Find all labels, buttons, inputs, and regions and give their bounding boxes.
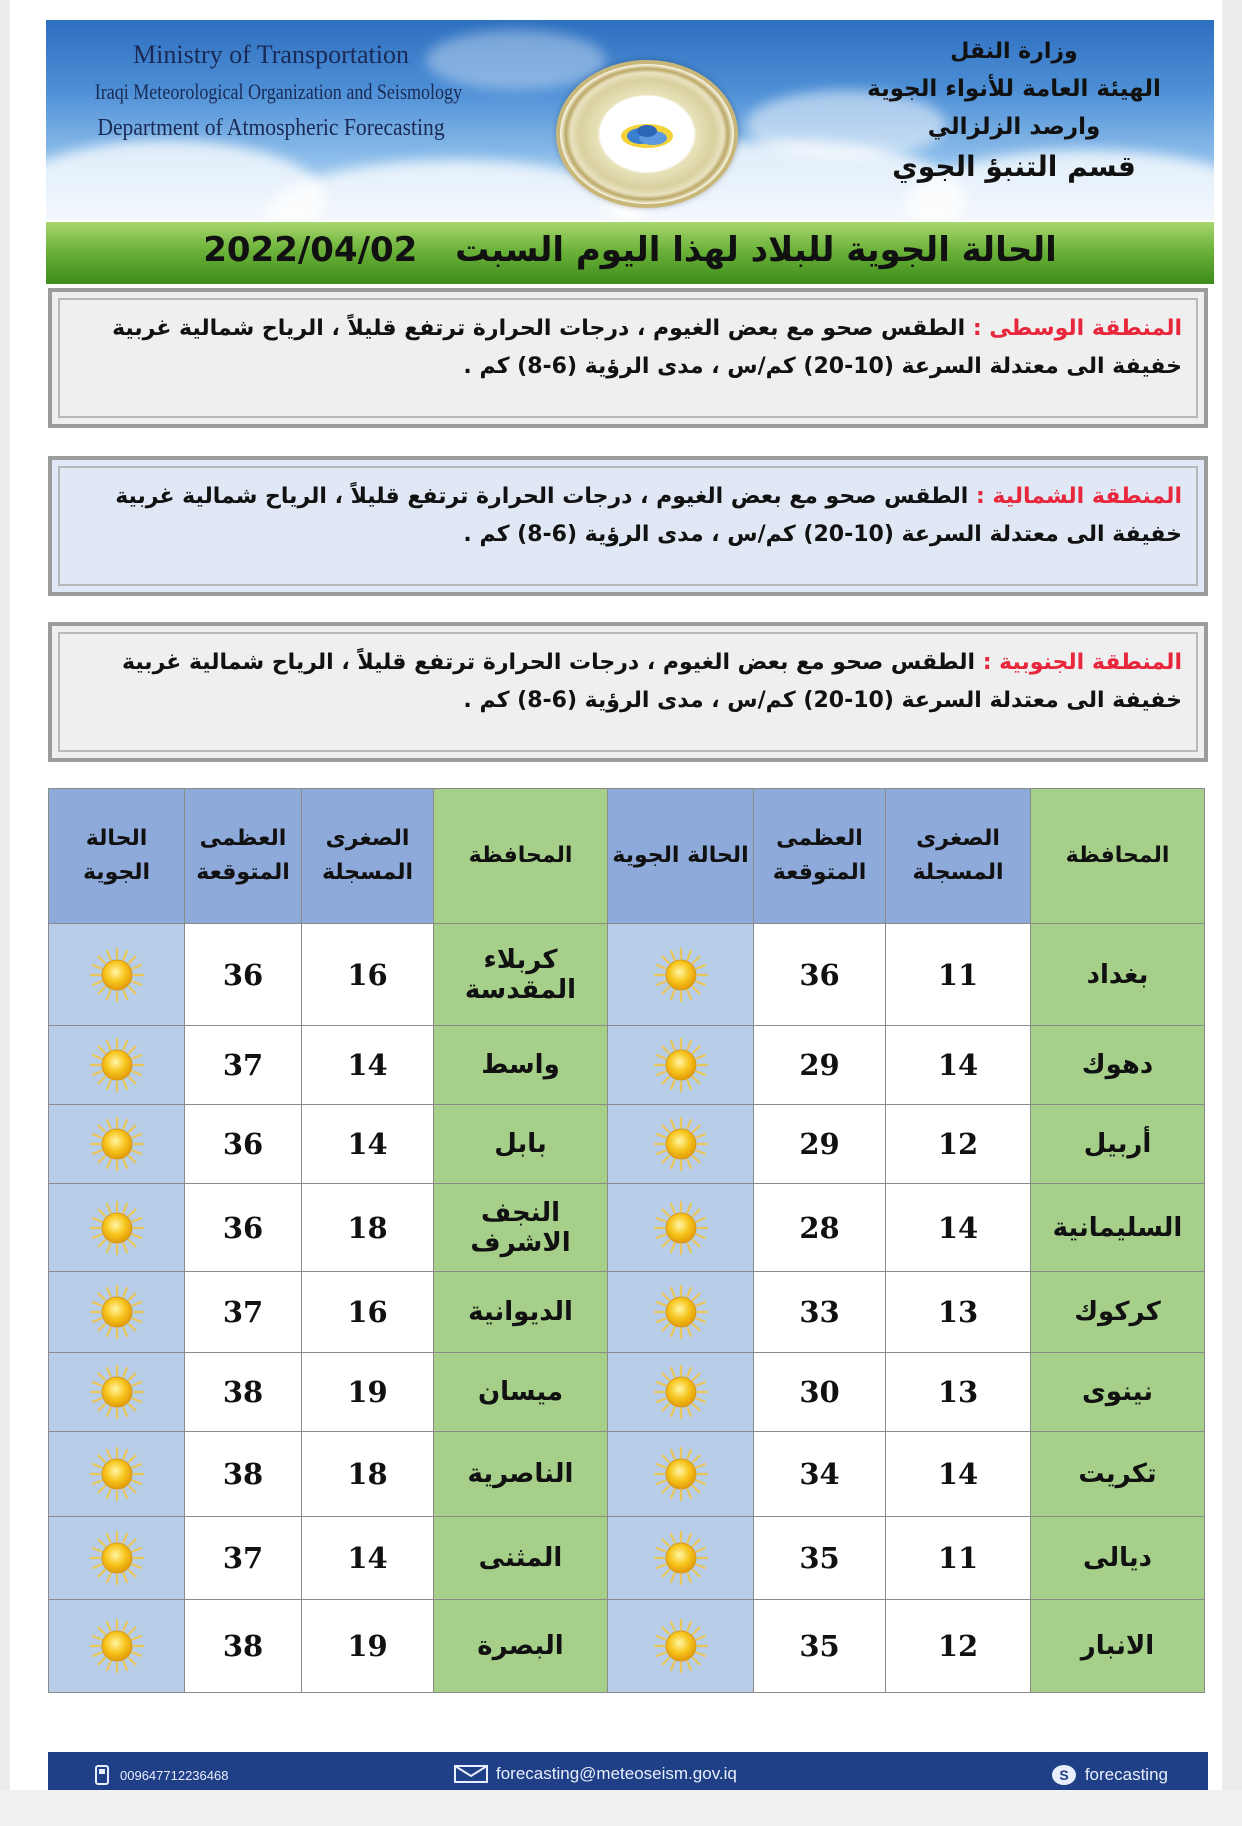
province-cell: كركوك [1031,1272,1205,1353]
province-cell: بغداد [1031,924,1205,1026]
sun-icon [89,1284,145,1340]
organization-name-ar: الهيئة العامة للأنواء الجوية وارصد الزلزالي [867,76,1161,140]
weather-cell [608,1184,754,1272]
header-english-block [56,36,486,147]
province-cell: ديالى [1031,1517,1205,1600]
table-row [49,924,1205,1026]
table-row [49,1105,1205,1184]
table-row [49,1600,1205,1693]
weather-cell [608,1353,754,1432]
max-temp-cell: 37 [185,1272,302,1353]
page-edge-left [0,0,10,1826]
province-cell: المثنى [434,1517,608,1600]
province-cell: الديوانية [434,1272,608,1353]
min-temp-cell: 16 [302,924,434,1026]
min-temp-cell: 12 [886,1600,1031,1693]
organization-name-en: Iraqi Meteorological Organization and Seismology [94,79,463,104]
table-row [49,1353,1205,1432]
ministry-name-en: Ministry of Transportation [133,40,409,69]
max-temp-cell: 35 [754,1517,886,1600]
province-cell: تكريت [1031,1432,1205,1517]
sun-icon [653,1364,709,1420]
sun-icon [653,1618,709,1674]
weather-cell [608,1026,754,1105]
province-cell: بابل [434,1105,608,1184]
footer-phone [92,1764,228,1786]
min-temp-cell: 14 [886,1432,1031,1517]
sun-icon [89,1446,145,1502]
page-title [46,230,1214,270]
header-banner [46,20,1214,220]
temperature-table [48,788,1205,1693]
page-bottom-strip [0,1790,1242,1826]
region-south-name: المنطقة الجنوبية : [982,650,1182,675]
header-weather-2: الحالة الجوية [49,789,185,924]
min-temp-cell: 19 [302,1600,434,1693]
header-province-2: المحافظة [434,789,608,924]
header-min-2: الصغرى المسجلة [302,789,434,924]
sun-icon [653,1116,709,1172]
weather-cell [49,1184,185,1272]
weather-cell [608,1600,754,1693]
min-temp-cell: 11 [886,1517,1031,1600]
province-cell: السليمانية [1031,1184,1205,1272]
table-row [49,1272,1205,1353]
region-south-box [48,622,1208,762]
footer-bar [48,1752,1208,1790]
region-south-text: الطقس صحو مع بعض الغيوم ، درجات الحرارة ترتفع قليلاً ، الرياح شمالية غربية خفيفة الى معتدلة السرعة (10-20) كم/س ، مدى الرؤية (6-8) كم . [121,650,1182,713]
region-north-box [48,456,1208,596]
title-date: 2022/04/02 [203,230,418,270]
sun-icon [89,1200,145,1256]
table-row [49,1432,1205,1517]
sun-icon [89,1618,145,1674]
sun-icon [89,1116,145,1172]
min-temp-cell: 13 [886,1353,1031,1432]
max-temp-cell: 29 [754,1026,886,1105]
max-temp-cell: 28 [754,1184,886,1272]
skype-icon [1051,1764,1077,1786]
page-edge-right [1222,0,1242,1826]
province-cell: نينوى [1031,1353,1205,1432]
footer-email-text[interactable]: forecasting@meteoseism.gov.iq [496,1764,737,1783]
max-temp-cell: 38 [185,1353,302,1432]
weather-cell [608,1272,754,1353]
weather-cell [608,1517,754,1600]
province-cell: الانبار [1031,1600,1205,1693]
weather-cell [608,1432,754,1517]
department-name-ar: قسم التنبؤ الجوي [892,150,1136,183]
max-temp-cell: 36 [185,1105,302,1184]
province-cell: البصرة [434,1600,608,1693]
province-cell: أربيل [1031,1105,1205,1184]
min-temp-cell: 13 [886,1272,1031,1353]
weather-cell [49,1272,185,1353]
province-cell: كربلاء المقدسة [434,924,608,1026]
max-temp-cell: 29 [754,1105,886,1184]
sun-icon [89,1530,145,1586]
svg-text:S: S [1059,1767,1069,1783]
header-max-1: العظمى المتوقعة [754,789,886,924]
max-temp-cell: 36 [754,924,886,1026]
min-temp-cell: 11 [886,924,1031,1026]
weather-cell [49,1353,185,1432]
max-temp-cell: 37 [185,1517,302,1600]
weather-cell [49,924,185,1026]
weather-cell [49,1105,185,1184]
ministry-name-ar: وزارة النقل [950,39,1078,64]
max-temp-cell: 35 [754,1600,886,1693]
sun-icon [653,1446,709,1502]
weather-cell [49,1600,185,1693]
region-central-box [48,288,1208,428]
max-temp-cell: 36 [185,924,302,1026]
title-bar [46,222,1214,284]
weather-cell [608,1105,754,1184]
header-max-2: العظمى المتوقعة [185,789,302,924]
weather-cell [49,1432,185,1517]
organization-logo [556,60,738,208]
sun-icon [89,947,145,1003]
region-central-name: المنطقة الوسطى : [972,316,1182,341]
max-temp-cell: 30 [754,1353,886,1432]
min-temp-cell: 18 [302,1432,434,1517]
max-temp-cell: 34 [754,1432,886,1517]
region-north-name: المنطقة الشمالية : [975,484,1182,509]
province-cell: النجف الاشرف [434,1184,608,1272]
min-temp-cell: 19 [302,1353,434,1432]
footer-skype[interactable] [1051,1764,1168,1786]
footer-skype-text[interactable]: forecasting [1084,1765,1168,1784]
weather-cell [608,924,754,1026]
header-arabic-block [834,34,1194,188]
table-row [49,1026,1205,1105]
province-cell: دهوك [1031,1026,1205,1105]
header-min-1: الصغرى المسجلة [886,789,1031,924]
footer-phone-text: 009647712236468 [120,1767,229,1783]
max-temp-cell: 38 [185,1432,302,1517]
header-province-1: المحافظة [1031,789,1205,924]
sun-icon [653,1530,709,1586]
table-header-row [49,789,1205,924]
weather-cell [49,1026,185,1105]
phone-icon [92,1764,112,1786]
table-row [49,1517,1205,1600]
region-north-text: الطقس صحو مع بعض الغيوم ، درجات الحرارة ترتفع قليلاً ، الرياح شمالية غربية خفيفة الى معتدلة السرعة (10-20) كم/س ، مدى الرؤية (6-8) كم . [115,484,1182,547]
logo-cloud-icon [619,119,675,149]
min-temp-cell: 12 [886,1105,1031,1184]
table-row [49,1184,1205,1272]
max-temp-cell: 36 [185,1184,302,1272]
sun-icon [653,1037,709,1093]
province-cell: الناصرية [434,1432,608,1517]
max-temp-cell: 38 [185,1600,302,1693]
min-temp-cell: 18 [302,1184,434,1272]
sun-icon [653,1200,709,1256]
province-cell: واسط [434,1026,608,1105]
department-name-en: Department of Atmospheric Forecasting [97,115,445,141]
title-label: الحالة الجوية للبلاد لهذا اليوم السبت [455,230,1057,270]
sun-icon [89,1037,145,1093]
min-temp-cell: 14 [302,1026,434,1105]
min-temp-cell: 14 [886,1026,1031,1105]
footer-email[interactable] [454,1764,737,1784]
region-central-text: الطقس صحو مع بعض الغيوم ، درجات الحرارة ترتفع قليلاً ، الرياح شمالية غربية خفيفة الى معتدلة السرعة (10-20) كم/س ، مدى الرؤية (6-8) كم . [112,316,1182,379]
min-temp-cell: 14 [302,1105,434,1184]
email-icon [454,1764,488,1784]
min-temp-cell: 14 [886,1184,1031,1272]
sun-icon [653,1284,709,1340]
weather-cell [49,1517,185,1600]
max-temp-cell: 37 [185,1026,302,1105]
sun-icon [89,1364,145,1420]
sun-icon [653,947,709,1003]
max-temp-cell: 33 [754,1272,886,1353]
min-temp-cell: 14 [302,1517,434,1600]
min-temp-cell: 16 [302,1272,434,1353]
province-cell: ميسان [434,1353,608,1432]
header-weather-1: الحالة الجوية [608,789,754,924]
